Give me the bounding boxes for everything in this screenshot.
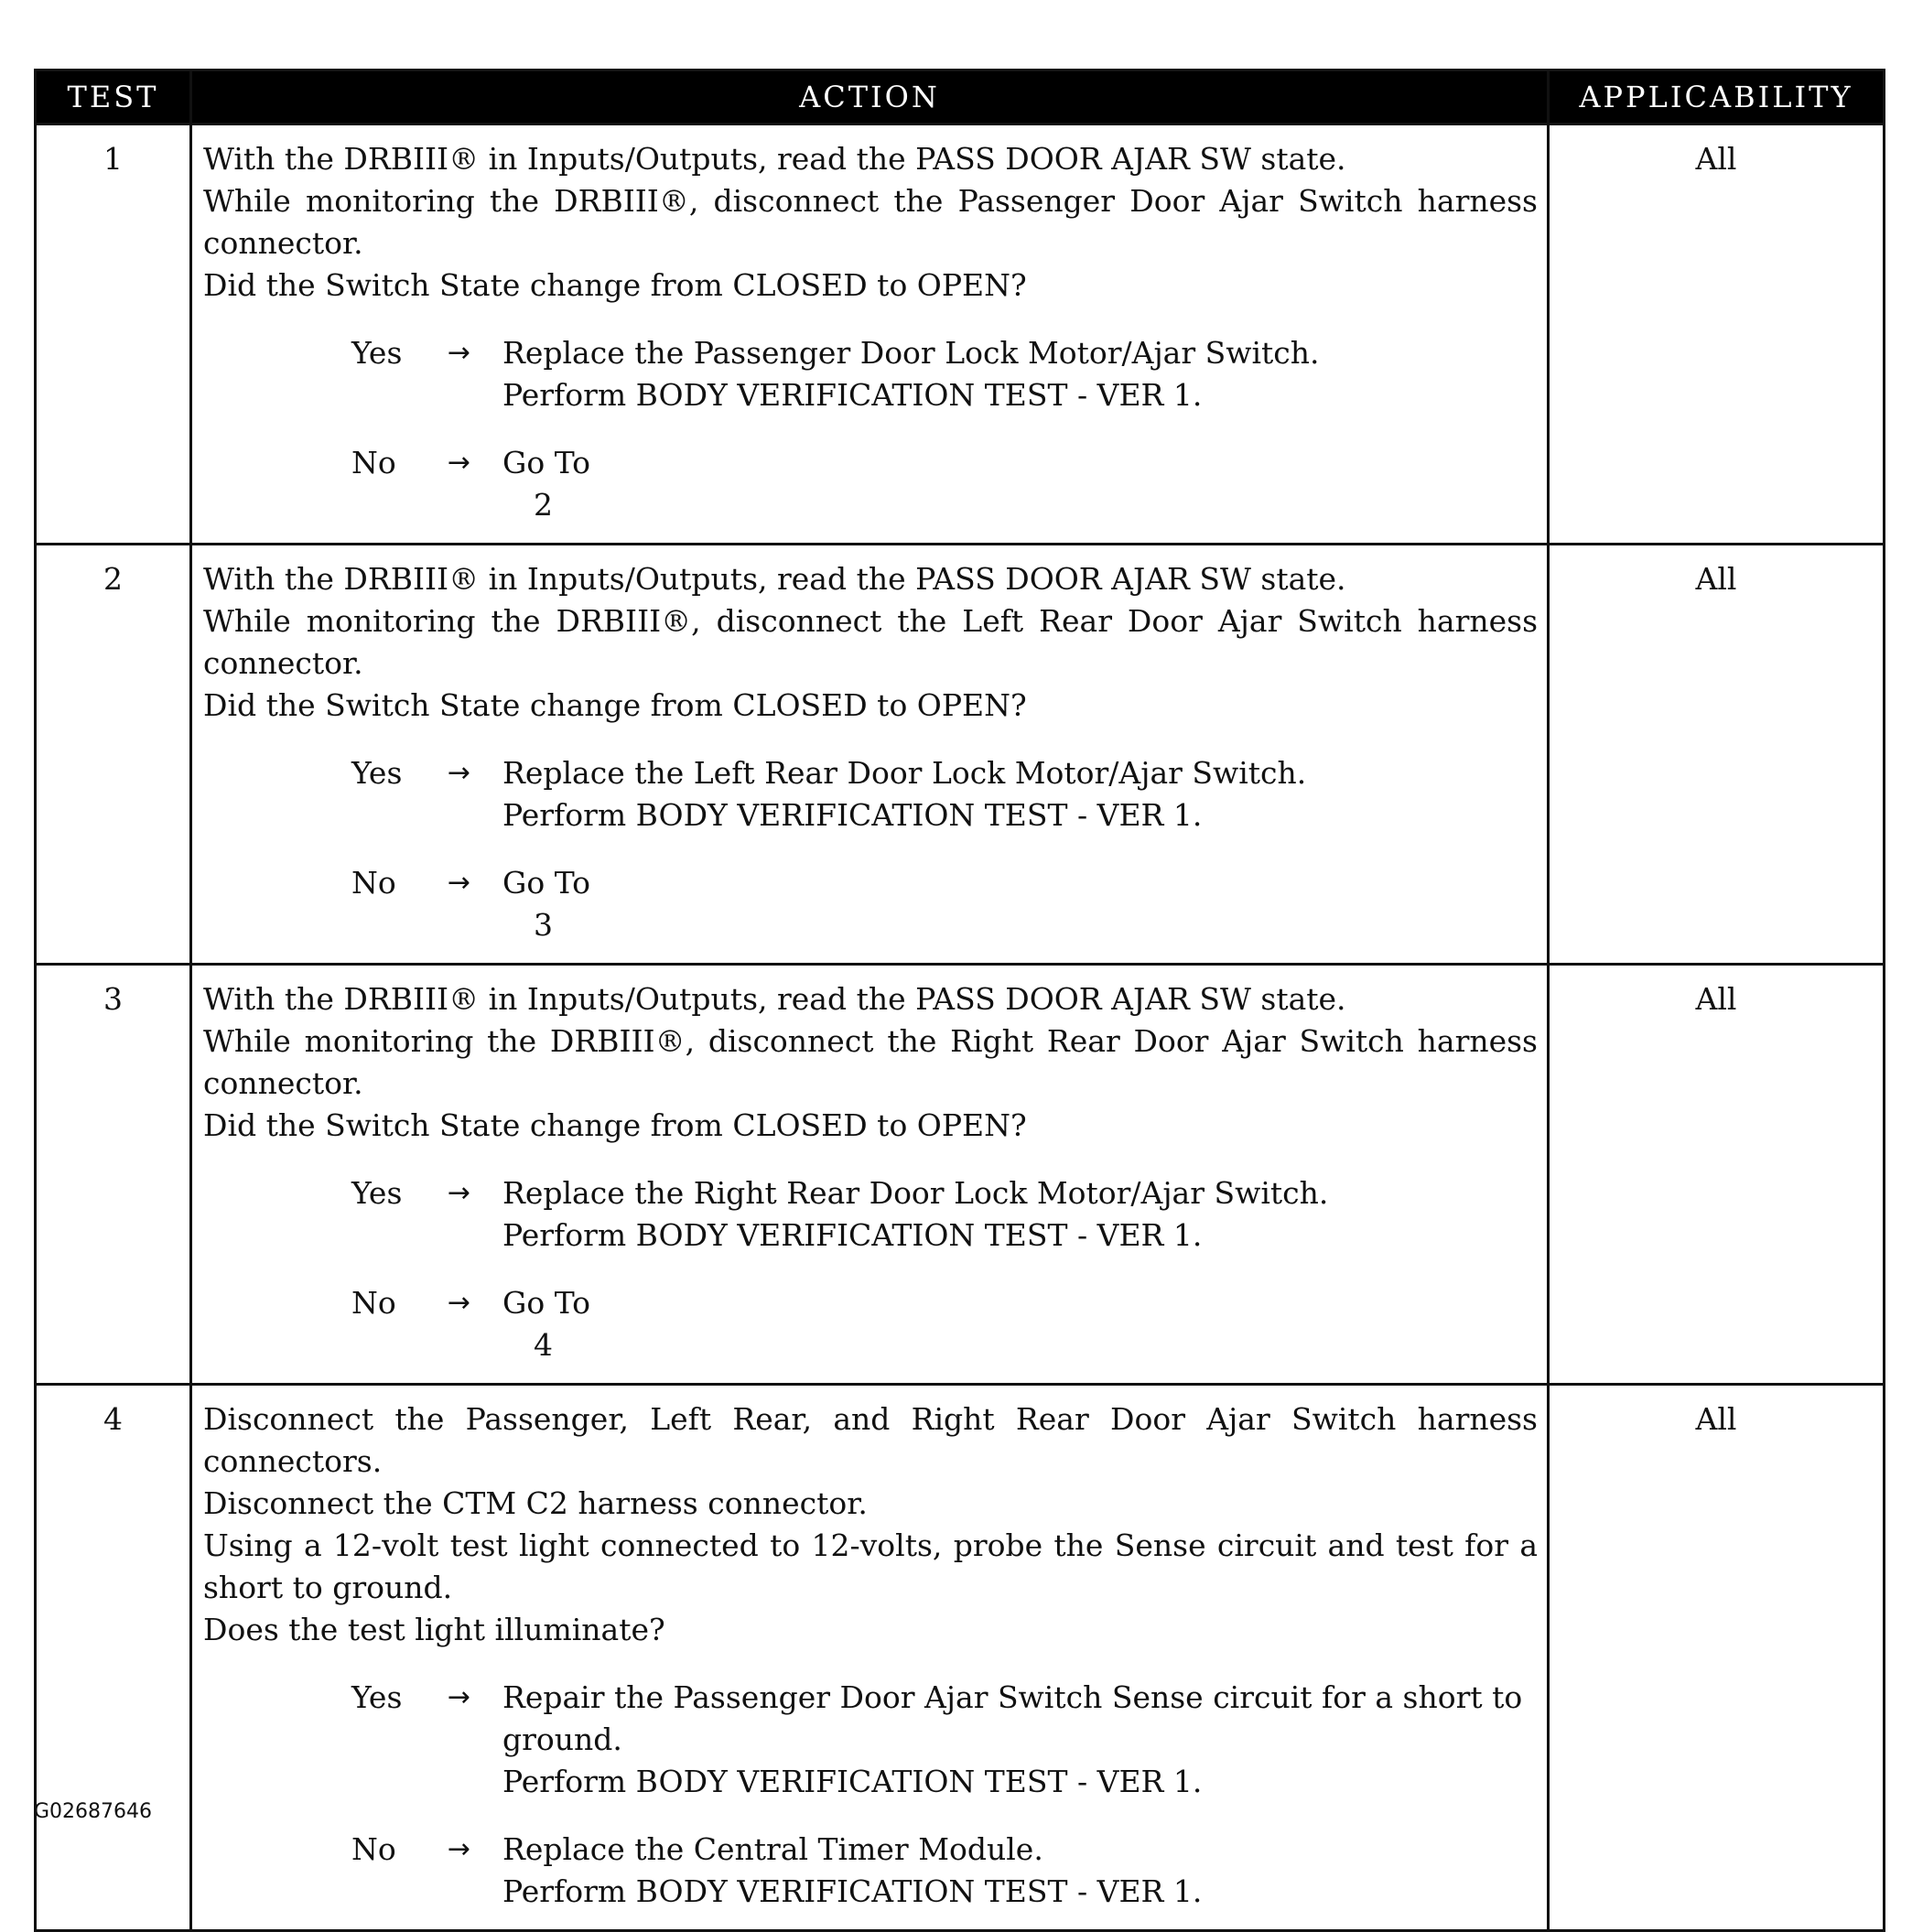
table-row — [36, 124, 1885, 545]
no-result — [502, 442, 1538, 526]
yes-label: Yes — [351, 1679, 403, 1715]
no-label: No — [351, 1285, 396, 1321]
test-number: 3 — [36, 965, 191, 1385]
yes-outcome — [351, 332, 1538, 416]
result-line: Perform BODY VERIFICATION TEST - VER 1. — [502, 377, 1203, 413]
goto-line — [502, 442, 1538, 526]
action-line: With the DRBIII® in Inputs/Outputs, read the PASS DOOR AJAR SW state. — [203, 561, 1346, 597]
result-line: Replace the Central Timer Module. — [502, 1831, 1043, 1867]
no-outcome — [351, 1829, 1538, 1913]
right-arrow-icon: → — [447, 867, 471, 899]
action-line: Does the test light illuminate? — [203, 1612, 665, 1647]
action-line: While monitoring the DRBIII®, disconnect the Passenger Door Ajar Switch harness connector. — [203, 183, 1538, 261]
goto-line — [502, 862, 1538, 946]
yes-result — [502, 1677, 1538, 1803]
result-line: Perform BODY VERIFICATION TEST - VER 1. — [502, 797, 1203, 833]
action-cell — [191, 1385, 1549, 1931]
no-label: No — [351, 865, 396, 901]
action-line: Did the Switch State change from CLOSED to OPEN? — [203, 687, 1027, 723]
header-test: TEST — [36, 70, 191, 124]
right-arrow-icon: → — [447, 757, 471, 789]
no-result — [502, 1282, 1538, 1366]
table-row — [36, 965, 1885, 1385]
action-line: While monitoring the DRBIII®, disconnect the Left Rear Door Ajar Switch harness connector. — [203, 603, 1538, 681]
action-cell — [191, 545, 1549, 965]
result-line: Repair the Passenger Door Ajar Switch Sense circuit for a short to ground. — [502, 1679, 1523, 1757]
action-line: Disconnect the Passenger, Left Rear, and Right Rear Door Ajar Switch harness connectors. — [203, 1401, 1538, 1479]
applicability-value: All — [1549, 124, 1885, 545]
action-line: While monitoring the DRBIII®, disconnect the Right Rear Door Ajar Switch harness connector. — [203, 1023, 1538, 1101]
result-line: Replace the Passenger Door Lock Motor/Ajar Switch. — [502, 335, 1320, 371]
yes-label: Yes — [351, 1175, 403, 1211]
no-outcome — [351, 862, 1538, 946]
test-number: 1 — [36, 124, 191, 545]
yes-label: Yes — [351, 335, 403, 371]
yes-outcome — [351, 1677, 1538, 1803]
applicability-value: All — [1549, 545, 1885, 965]
table-row — [36, 545, 1885, 965]
yes-result — [502, 1172, 1538, 1257]
no-outcome — [351, 1282, 1538, 1366]
applicability-value: All — [1549, 1385, 1885, 1931]
action-cell — [191, 124, 1549, 545]
action-line: Did the Switch State change from CLOSED to OPEN? — [203, 267, 1027, 303]
result-line: Replace the Right Rear Door Lock Motor/Ajar Switch. — [502, 1175, 1329, 1211]
goto-label: Go To — [502, 1285, 591, 1321]
yes-outcome — [351, 752, 1538, 836]
yes-result — [502, 332, 1538, 416]
no-result — [502, 862, 1538, 946]
action-line: Using a 12-volt test light connected to 12-volts, probe the Sense circuit and test for a short to ground. — [203, 1527, 1538, 1605]
no-label: No — [351, 1831, 396, 1867]
right-arrow-icon: → — [447, 1287, 471, 1319]
result-line: Perform BODY VERIFICATION TEST - VER 1. — [502, 1217, 1203, 1253]
right-arrow-icon: → — [447, 447, 471, 479]
goto-label: Go To — [502, 445, 591, 480]
yes-label: Yes — [351, 755, 403, 791]
goto-label: Go To — [502, 865, 591, 901]
action-line: Disconnect the CTM C2 harness connector. — [203, 1485, 868, 1521]
right-arrow-icon: → — [447, 1177, 471, 1209]
result-line: Replace the Left Rear Door Lock Motor/Ajar Switch. — [502, 755, 1307, 791]
result-line: Perform BODY VERIFICATION TEST - VER 1. — [502, 1764, 1203, 1799]
action-cell — [191, 965, 1549, 1385]
action-line: With the DRBIII® in Inputs/Outputs, read the PASS DOOR AJAR SW state. — [203, 981, 1346, 1017]
goto-number: 4 — [534, 1327, 553, 1363]
header-action: ACTION — [191, 70, 1549, 124]
no-outcome — [351, 442, 1538, 526]
no-result — [502, 1829, 1538, 1913]
goto-number: 2 — [534, 487, 553, 523]
table-row — [36, 1385, 1885, 1931]
table-header-row — [36, 70, 1885, 124]
yes-result — [502, 752, 1538, 836]
action-line: Did the Switch State change from CLOSED to OPEN? — [203, 1107, 1027, 1143]
right-arrow-icon: → — [447, 1681, 471, 1713]
test-number: 4 — [36, 1385, 191, 1931]
result-line: Perform BODY VERIFICATION TEST - VER 1. — [502, 1873, 1203, 1909]
right-arrow-icon: → — [447, 1833, 471, 1865]
goto-line — [502, 1282, 1538, 1366]
goto-number: 3 — [534, 907, 553, 943]
yes-outcome — [351, 1172, 1538, 1257]
header-applicability: APPLICABILITY — [1549, 70, 1885, 124]
applicability-value: All — [1549, 965, 1885, 1385]
figure-id: G02687646 — [34, 1800, 153, 1823]
diagnostic-test-table — [34, 69, 1885, 1932]
no-label: No — [351, 445, 396, 480]
test-number: 2 — [36, 545, 191, 965]
right-arrow-icon: → — [447, 337, 471, 369]
action-line: With the DRBIII® in Inputs/Outputs, read the PASS DOOR AJAR SW state. — [203, 141, 1346, 177]
